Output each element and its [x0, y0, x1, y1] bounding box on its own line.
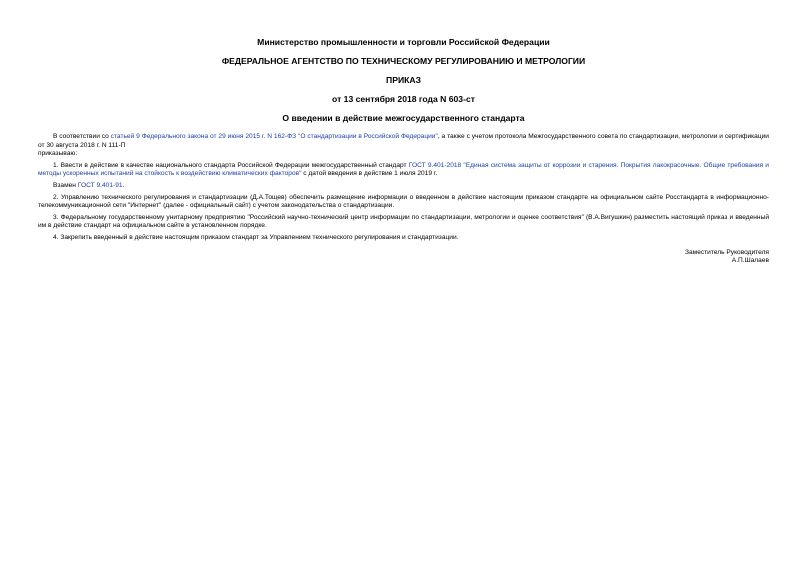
order-item-2: 2. Управлению технического регулирования и стандартизации (Д.А.Тощев) обеспечить размещение информации о введенном в действие настоящим приказом стандарте на официальном сайте Росстандарта в информационно-телекоммуникационной сети "Интернет" (далее - официальный сайт) с учетом законодательства о стандартизации. [38, 193, 769, 210]
replacement-period: . [122, 181, 125, 189]
item1-text-start: 1. Ввести в действие в качестве национального стандарта Российской Федерации межгосударственный стандарт [53, 161, 409, 169]
law-article-link[interactable]: статьей 9 Федерального закона от 29 июня 2015 г. N 162-ФЗ "О стандартизации в Российской Федерации" [110, 133, 438, 140]
agency-heading: ФЕДЕРАЛЬНОЕ АГЕНТСТВО ПО ТЕХНИЧЕСКОМУ РЕГУЛИРОВАНИЮ И МЕТРОЛОГИИ [221, 56, 586, 66]
document-type: ПРИКАЗ [386, 75, 421, 85]
preamble-text-start: В соответствии со [53, 133, 111, 140]
document-subject: О введении в действие межгосударственного стандарта [282, 113, 525, 123]
ministry-heading: Министерство промышленности и торговли Российской Федерации [257, 37, 550, 47]
document-body [38, 133, 769, 266]
preamble-text-end: , а также с учетом протокола Межгосударственного совета по стандартизации, метрологии и сертификации от 30 августа 2018 г. N 111-П [38, 133, 769, 149]
order-item-4: 4. Закрепить введенный в действие настоящим приказом стандарт за Управлением технического регулирования и стандартизации. [53, 233, 459, 241]
item1-text-end: с датой введения в действие 1 июля 2019 г. [301, 170, 438, 178]
old-standard-link[interactable]: ГОСТ 9.401-91 [77, 181, 123, 189]
signatory-position: Заместитель Руководителя [685, 248, 769, 256]
preamble-paragraph [38, 133, 769, 150]
standard-link[interactable]: ГОСТ 9.401-2018 "Единая система защиты от коррозии и старения. Покрытия лакокрасочные. Общие требования и методы ускоренных испытаний на стойкость к воздействию климатических факторов" [38, 161, 769, 178]
replacement-line [38, 182, 769, 191]
signature-block [38, 249, 769, 266]
signatory-name: А.П.Шалаев [731, 257, 769, 265]
order-item-1 [38, 162, 769, 179]
replacement-text: Взамен [53, 181, 78, 189]
order-item-3: 3. Федеральному государственному унитарному предприятию "Российский научно-технический центр информации по стандартизации, метрологии и оценке соответствия" (В.А.Вигушкин) разместить настоящий приказ и введенный им в действие стандарт на официальном сайте в установленном порядке. [38, 213, 769, 230]
order-word: приказываю: [38, 150, 78, 158]
document-date: от 13 сентября 2018 года N 603-ст [332, 94, 475, 104]
